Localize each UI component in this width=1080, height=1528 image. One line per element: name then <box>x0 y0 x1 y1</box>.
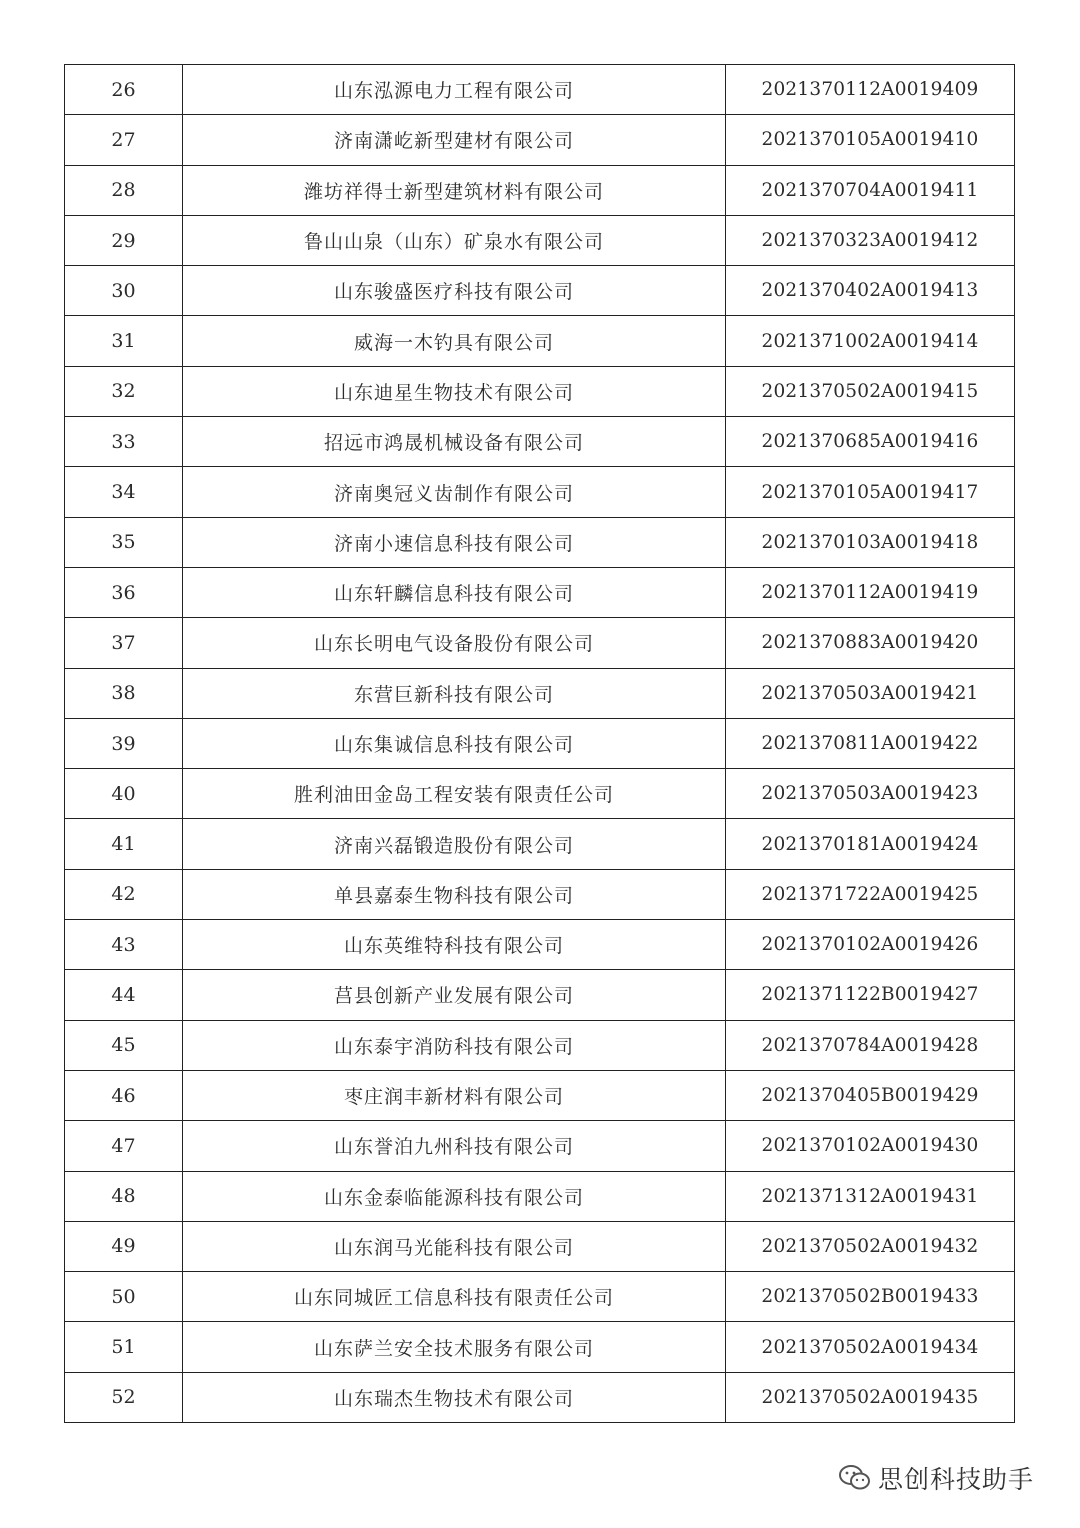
row-number: 45 <box>65 1020 183 1070</box>
registration-code: 2021370883A0019420 <box>726 618 1015 668</box>
registration-code: 2021370503A0019423 <box>726 769 1015 819</box>
table-row <box>65 165 1015 215</box>
row-number: 38 <box>65 668 183 718</box>
table-row <box>65 819 1015 869</box>
registration-code: 2021370811A0019422 <box>726 718 1015 768</box>
registration-code: 2021370502B0019433 <box>726 1272 1015 1322</box>
table-row <box>65 920 1015 970</box>
table-row <box>65 115 1015 165</box>
row-number: 52 <box>65 1372 183 1422</box>
registration-code: 2021370502A0019434 <box>726 1322 1015 1372</box>
table-row <box>65 316 1015 366</box>
row-number: 27 <box>65 115 183 165</box>
row-number: 33 <box>65 417 183 467</box>
table-body <box>65 65 1015 1423</box>
table-row <box>65 366 1015 416</box>
row-number: 37 <box>65 618 183 668</box>
registration-code: 2021370704A0019411 <box>726 165 1015 215</box>
registration-code: 2021370103A0019418 <box>726 517 1015 567</box>
company-name: 鲁山山泉（山东）矿泉水有限公司 <box>183 215 726 265</box>
row-number: 31 <box>65 316 183 366</box>
company-name: 山东润马光能科技有限公司 <box>183 1221 726 1271</box>
company-name: 莒县创新产业发展有限公司 <box>183 970 726 1020</box>
row-number: 35 <box>65 517 183 567</box>
registration-code: 2021370102A0019430 <box>726 1121 1015 1171</box>
company-name: 山东集诚信息科技有限公司 <box>183 718 726 768</box>
company-name: 山东泰宇消防科技有限公司 <box>183 1020 726 1070</box>
company-name: 胜利油田金岛工程安装有限责任公司 <box>183 769 726 819</box>
company-name: 山东同城匠工信息科技有限责任公司 <box>183 1272 726 1322</box>
table-row <box>65 517 1015 567</box>
registration-code: 2021370685A0019416 <box>726 417 1015 467</box>
row-number: 39 <box>65 718 183 768</box>
company-name: 山东瑞杰生物技术有限公司 <box>183 1372 726 1422</box>
registration-code: 2021370784A0019428 <box>726 1020 1015 1070</box>
table-row <box>65 1020 1015 1070</box>
wechat-icon <box>838 1464 872 1492</box>
company-name: 潍坊祥得士新型建筑材料有限公司 <box>183 165 726 215</box>
company-name: 东营巨新科技有限公司 <box>183 668 726 718</box>
table-row <box>65 1372 1015 1422</box>
table-row <box>65 718 1015 768</box>
table-row <box>65 65 1015 115</box>
registration-code: 2021370402A0019413 <box>726 266 1015 316</box>
table-row <box>65 668 1015 718</box>
row-number: 34 <box>65 467 183 517</box>
row-number: 42 <box>65 869 183 919</box>
registration-code: 2021370502A0019432 <box>726 1221 1015 1271</box>
watermark-text: 思创科技助手 <box>878 1465 1035 1494</box>
row-number: 32 <box>65 366 183 416</box>
registration-code: 2021370112A0019409 <box>726 65 1015 115</box>
row-number: 44 <box>65 970 183 1020</box>
company-name: 山东轩麟信息科技有限公司 <box>183 567 726 617</box>
row-number: 51 <box>65 1322 183 1372</box>
row-number: 50 <box>65 1272 183 1322</box>
row-number: 41 <box>65 819 183 869</box>
company-name: 山东誉泊九州科技有限公司 <box>183 1121 726 1171</box>
registration-code: 2021371002A0019414 <box>726 316 1015 366</box>
company-name: 济南小速信息科技有限公司 <box>183 517 726 567</box>
table-row <box>65 618 1015 668</box>
company-name: 山东骏盛医疗科技有限公司 <box>183 266 726 316</box>
table-row <box>65 1322 1015 1372</box>
company-name: 济南潇屹新型建材有限公司 <box>183 115 726 165</box>
company-name: 单县嘉泰生物科技有限公司 <box>183 869 726 919</box>
registration-code: 2021370503A0019421 <box>726 668 1015 718</box>
row-number: 26 <box>65 65 183 115</box>
row-number: 48 <box>65 1171 183 1221</box>
company-name: 招远市鸿晟机械设备有限公司 <box>183 417 726 467</box>
registration-code: 2021370112A0019419 <box>726 567 1015 617</box>
table-row <box>65 215 1015 265</box>
table-row <box>65 417 1015 467</box>
row-number: 46 <box>65 1070 183 1120</box>
table-row <box>65 1221 1015 1271</box>
table-row <box>65 1070 1015 1120</box>
company-name: 山东金泰临能源科技有限公司 <box>183 1171 726 1221</box>
registration-code: 2021370181A0019424 <box>726 819 1015 869</box>
table-row <box>65 266 1015 316</box>
watermark <box>838 1460 1034 1496</box>
company-name: 山东英维特科技有限公司 <box>183 920 726 970</box>
table-row <box>65 869 1015 919</box>
registration-code: 2021370105A0019410 <box>726 115 1015 165</box>
registration-code: 2021370405B0019429 <box>726 1070 1015 1120</box>
registration-code: 2021371722A0019425 <box>726 869 1015 919</box>
row-number: 36 <box>65 567 183 617</box>
table-row <box>65 1272 1015 1322</box>
company-name: 威海一木钓具有限公司 <box>183 316 726 366</box>
company-name: 山东泓源电力工程有限公司 <box>183 65 726 115</box>
registration-code: 2021371122B0019427 <box>726 970 1015 1020</box>
registration-code: 2021371312A0019431 <box>726 1171 1015 1221</box>
row-number: 49 <box>65 1221 183 1271</box>
table-row <box>65 467 1015 517</box>
table-row <box>65 970 1015 1020</box>
company-name: 济南奥冠义齿制作有限公司 <box>183 467 726 517</box>
company-name: 山东迪星生物技术有限公司 <box>183 366 726 416</box>
row-number: 29 <box>65 215 183 265</box>
row-number: 40 <box>65 769 183 819</box>
row-number: 28 <box>65 165 183 215</box>
table-row <box>65 769 1015 819</box>
row-number: 43 <box>65 920 183 970</box>
company-name: 枣庄润丰新材料有限公司 <box>183 1070 726 1120</box>
table-row <box>65 567 1015 617</box>
registration-code: 2021370105A0019417 <box>726 467 1015 517</box>
registration-code: 2021370323A0019412 <box>726 215 1015 265</box>
row-number: 47 <box>65 1121 183 1171</box>
company-table <box>64 64 1015 1423</box>
row-number: 30 <box>65 266 183 316</box>
company-name: 山东长明电气设备股份有限公司 <box>183 618 726 668</box>
table-row <box>65 1121 1015 1171</box>
table-row <box>65 1171 1015 1221</box>
registration-code: 2021370502A0019415 <box>726 366 1015 416</box>
company-name: 济南兴磊锻造股份有限公司 <box>183 819 726 869</box>
registration-code: 2021370102A0019426 <box>726 920 1015 970</box>
company-name: 山东萨兰安全技术服务有限公司 <box>183 1322 726 1372</box>
registration-code: 2021370502A0019435 <box>726 1372 1015 1422</box>
